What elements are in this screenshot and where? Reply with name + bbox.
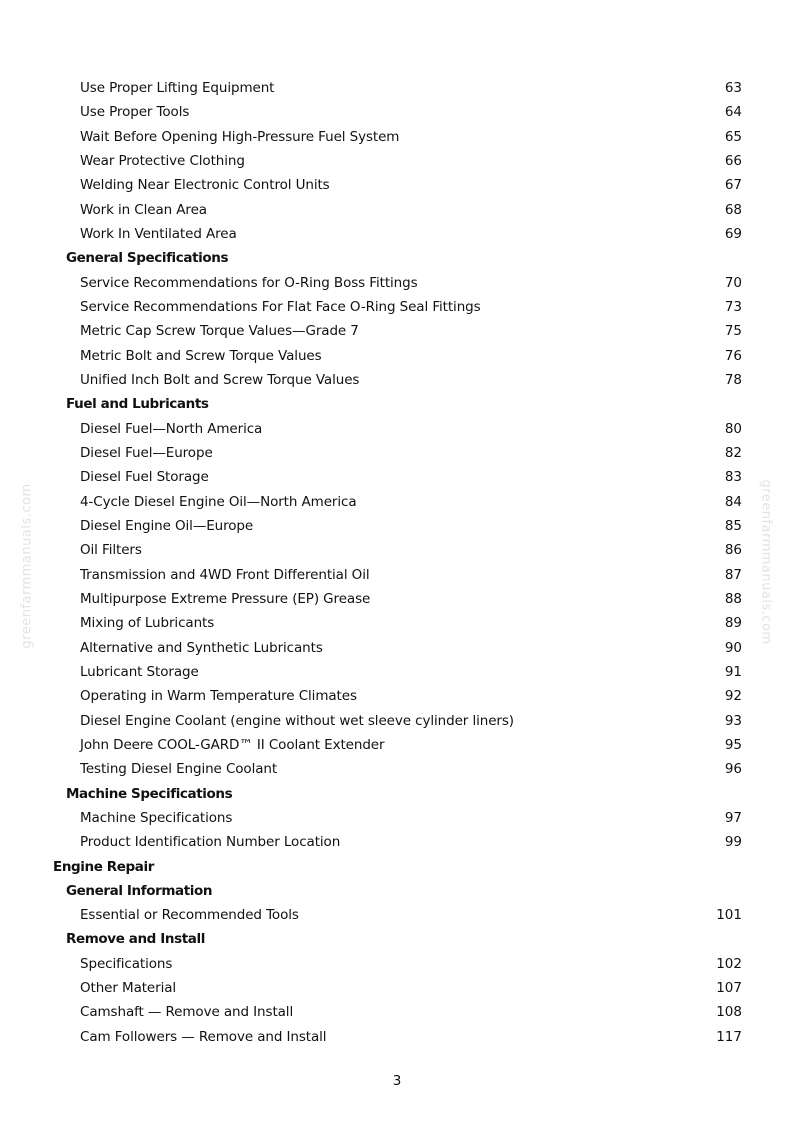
toc-page-number: 95 — [724, 736, 742, 753]
toc-entry-title: Transmission and 4WD Front Differential Oil — [80, 566, 370, 583]
toc-page-number: 117 — [716, 1028, 742, 1045]
toc-entry-row[interactable] — [0, 295, 794, 319]
toc-section-title: Remove and Install — [66, 931, 205, 948]
toc-entry-title: Service Recommendations for O-Ring Boss Fittings — [80, 274, 418, 291]
table-of-contents — [0, 76, 794, 1049]
toc-entry-row[interactable] — [0, 222, 794, 246]
toc-page-number: 92 — [724, 688, 742, 705]
toc-page-number: 80 — [724, 420, 742, 437]
toc-entry-row[interactable] — [0, 636, 794, 660]
toc-page-number: 93 — [724, 712, 742, 729]
toc-entry-title: Metric Bolt and Screw Torque Values — [80, 347, 322, 364]
toc-entry-title: Diesel Engine Oil—Europe — [80, 517, 254, 534]
toc-page-number: 66 — [724, 152, 742, 169]
toc-page-number: 107 — [716, 980, 742, 997]
toc-section-row[interactable] — [0, 392, 794, 416]
toc-entry-row[interactable] — [0, 757, 794, 781]
toc-section-title: Fuel and Lubricants — [66, 396, 209, 413]
toc-entry-row[interactable] — [0, 125, 794, 149]
toc-page-number: 86 — [724, 542, 742, 559]
toc-entry-title: Diesel Fuel—North America — [80, 420, 263, 437]
toc-entry-title: 4-Cycle Diesel Engine Oil—North America — [80, 493, 357, 510]
toc-entry-title: Multipurpose Extreme Pressure (EP) Grease — [80, 590, 371, 607]
toc-page-number: 90 — [724, 639, 742, 656]
toc-entry-title: Welding Near Electronic Control Units — [80, 177, 330, 194]
toc-entry-row[interactable] — [0, 490, 794, 514]
toc-entry-row[interactable] — [0, 611, 794, 635]
toc-entry-row[interactable] — [0, 100, 794, 124]
toc-page-number: 83 — [724, 469, 742, 486]
toc-section-row[interactable] — [0, 246, 794, 270]
toc-entry-row[interactable] — [0, 271, 794, 295]
toc-page-number: 84 — [724, 493, 742, 510]
watermark-right: greenfarmmanuals.com — [758, 479, 774, 645]
toc-section-title: General Information — [66, 882, 213, 899]
toc-entry-title: Diesel Engine Coolant (engine without wet sleeve cylinder liners) — [80, 712, 514, 729]
toc-entry-title: Metric Cap Screw Torque Values—Grade 7 — [80, 323, 359, 340]
toc-entry-title: Use Proper Lifting Equipment — [80, 80, 275, 96]
toc-entry-title: Operating in Warm Temperature Climates — [80, 688, 357, 705]
toc-page-number: 69 — [724, 225, 742, 242]
toc-entry-row[interactable] — [0, 684, 794, 708]
toc-entry-row[interactable] — [0, 709, 794, 733]
toc-entry-row[interactable] — [0, 1025, 794, 1049]
toc-page-number: 88 — [724, 590, 742, 607]
toc-entry-title: Wait Before Opening High-Pressure Fuel System — [80, 128, 400, 145]
toc-entry-row[interactable] — [0, 976, 794, 1000]
toc-entry-title: Machine Specifications — [80, 809, 233, 826]
toc-entry-title: Wear Protective Clothing — [80, 152, 245, 169]
toc-entry-row[interactable] — [0, 465, 794, 489]
toc-entry-title: Essential or Recommended Tools — [80, 907, 299, 924]
toc-entry-title: Product Identification Number Location — [80, 834, 341, 851]
toc-entry-row[interactable] — [0, 806, 794, 830]
toc-entry-row[interactable] — [0, 1000, 794, 1024]
toc-section-row[interactable] — [0, 927, 794, 951]
toc-page-number: 75 — [724, 323, 742, 340]
toc-page-number: 85 — [724, 517, 742, 534]
toc-entry-row[interactable] — [0, 368, 794, 392]
toc-entry-title: Testing Diesel Engine Coolant — [80, 761, 278, 778]
toc-page-number: 97 — [724, 809, 742, 826]
toc-page-number: 68 — [724, 201, 742, 218]
toc-page-number: 67 — [724, 177, 742, 194]
toc-page-number: 102 — [716, 955, 742, 972]
toc-entry-title: Camshaft — Remove and Install — [80, 1004, 294, 1021]
toc-entry-row[interactable] — [0, 198, 794, 222]
toc-page-number: 70 — [724, 274, 742, 291]
toc-page-number: 89 — [724, 615, 742, 632]
toc-entry-title: Diesel Fuel Storage — [80, 469, 209, 486]
toc-entry-title: Diesel Fuel—Europe — [80, 444, 213, 461]
toc-page-number: 76 — [724, 347, 742, 364]
toc-page-number: 99 — [724, 834, 742, 851]
toc-entry-title: Service Recommendations For Flat Face O-Ring Seal Fittings — [80, 298, 481, 315]
toc-entry-row[interactable] — [0, 441, 794, 465]
watermark-left: greenfarmmanuals.com — [19, 483, 35, 649]
toc-section-title: General Specifications — [66, 250, 229, 267]
toc-entry-title: Alternative and Synthetic Lubricants — [80, 639, 323, 656]
toc-entry-row[interactable] — [0, 538, 794, 562]
toc-entry-row[interactable] — [0, 319, 794, 343]
toc-page-number: 96 — [724, 761, 742, 778]
toc-entry-title: Unified Inch Bolt and Screw Torque Values — [80, 371, 360, 388]
toc-entry-title: John Deere COOL-GARD™ II Coolant Extender — [80, 736, 385, 753]
toc-entry-row[interactable] — [0, 903, 794, 927]
toc-entry-row[interactable] — [0, 952, 794, 976]
toc-entry-title: Other Material — [80, 980, 177, 997]
toc-section-row[interactable] — [0, 782, 794, 806]
page-number: 3 — [392, 1073, 402, 1089]
toc-entry-title: Lubricant Storage — [80, 663, 199, 680]
toc-page-number: 73 — [724, 298, 742, 315]
toc-entry-title: Work In Ventilated Area — [80, 225, 237, 242]
toc-page-number: 87 — [724, 566, 742, 583]
toc-page-number: 64 — [724, 104, 742, 121]
toc-entry-row[interactable] — [0, 733, 794, 757]
toc-entry-title: Use Proper Tools — [80, 104, 190, 121]
toc-page-number: 63 — [724, 80, 742, 96]
toc-entry-row[interactable] — [0, 417, 794, 441]
toc-entry-title: Work in Clean Area — [80, 201, 207, 218]
toc-entry-row[interactable] — [0, 563, 794, 587]
toc-entry-row[interactable] — [0, 76, 794, 100]
toc-chapter-row[interactable] — [0, 855, 794, 879]
toc-entry-title: Specifications — [80, 955, 173, 972]
toc-entry-row[interactable] — [0, 344, 794, 368]
toc-entry-row[interactable] — [0, 173, 794, 197]
toc-page-number: 65 — [724, 128, 742, 145]
toc-page-number: 108 — [716, 1004, 742, 1021]
toc-entry-row[interactable] — [0, 149, 794, 173]
toc-entry-row[interactable] — [0, 587, 794, 611]
toc-page-number: 82 — [724, 444, 742, 461]
toc-page-number: 78 — [724, 371, 742, 388]
toc-section-row[interactable] — [0, 879, 794, 903]
toc-entry-title: Cam Followers — Remove and Install — [80, 1028, 327, 1045]
toc-entry-row[interactable] — [0, 514, 794, 538]
toc-section-title: Machine Specifications — [66, 785, 233, 802]
toc-entry-row[interactable] — [0, 660, 794, 684]
toc-chapter-title: Engine Repair — [53, 858, 155, 875]
toc-page-number: 91 — [724, 663, 742, 680]
toc-entry-title: Oil Filters — [80, 542, 142, 559]
toc-page-number: 101 — [716, 907, 742, 924]
toc-entry-row[interactable] — [0, 830, 794, 854]
toc-entry-title: Mixing of Lubricants — [80, 615, 215, 632]
